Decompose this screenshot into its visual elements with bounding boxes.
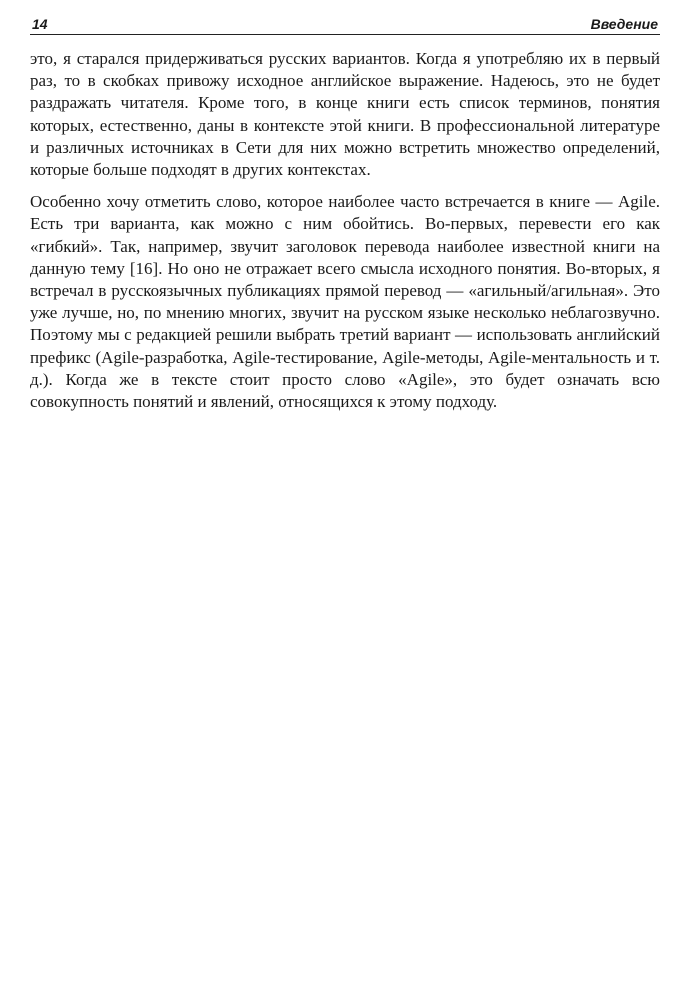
running-title: Введение bbox=[590, 16, 658, 32]
body-text bbox=[30, 48, 660, 413]
book-page bbox=[30, 16, 660, 423]
page-number: 14 bbox=[32, 16, 48, 32]
paragraph-agile: Особенно хочу отметить слово, которое наиболее часто встречается в книге — Agile. Есть три варианта, как можно с ним обойтись. Во-первых, перевести его как «гибкий». Так, например, звучит заголовок перевода наиболее известной книги на данную тему [16]. Но оно не отражает всего смысла исходного понятия. Во-вторых, я встречал в русскоязычных публикациях прямой перевод — «агильный/агильная». Это уже лучше, но, по мнению многих, звучит на русском языке несколько неблагозвучно. Поэтому мы с редакцией решили выбрать третий вариант — использовать английский префикс (Agile-разработка, Agile-тестирование, Agile-методы, Agile-ментальность и т. д.). Когда же в тексте стоит просто слово «Agile», это будет означать всю совокупность понятий и явлений, относящихся к этому подходу. bbox=[30, 192, 660, 412]
running-header bbox=[30, 16, 660, 35]
paragraph-continuation: это, я старался придерживаться русских вариантов. Когда я употребляю их в первый раз, то в скобках привожу исходное английское выражение. Надеюсь, это не будет раздражать читателя. Кроме того, в конце книги есть список терминов, понятия которых, естественно, даны в контексте этой книги. В профессиональной литературе и различных источниках в Сети для них можно встретить множество определений, которые больше подходят в других контекстах. bbox=[30, 49, 660, 180]
